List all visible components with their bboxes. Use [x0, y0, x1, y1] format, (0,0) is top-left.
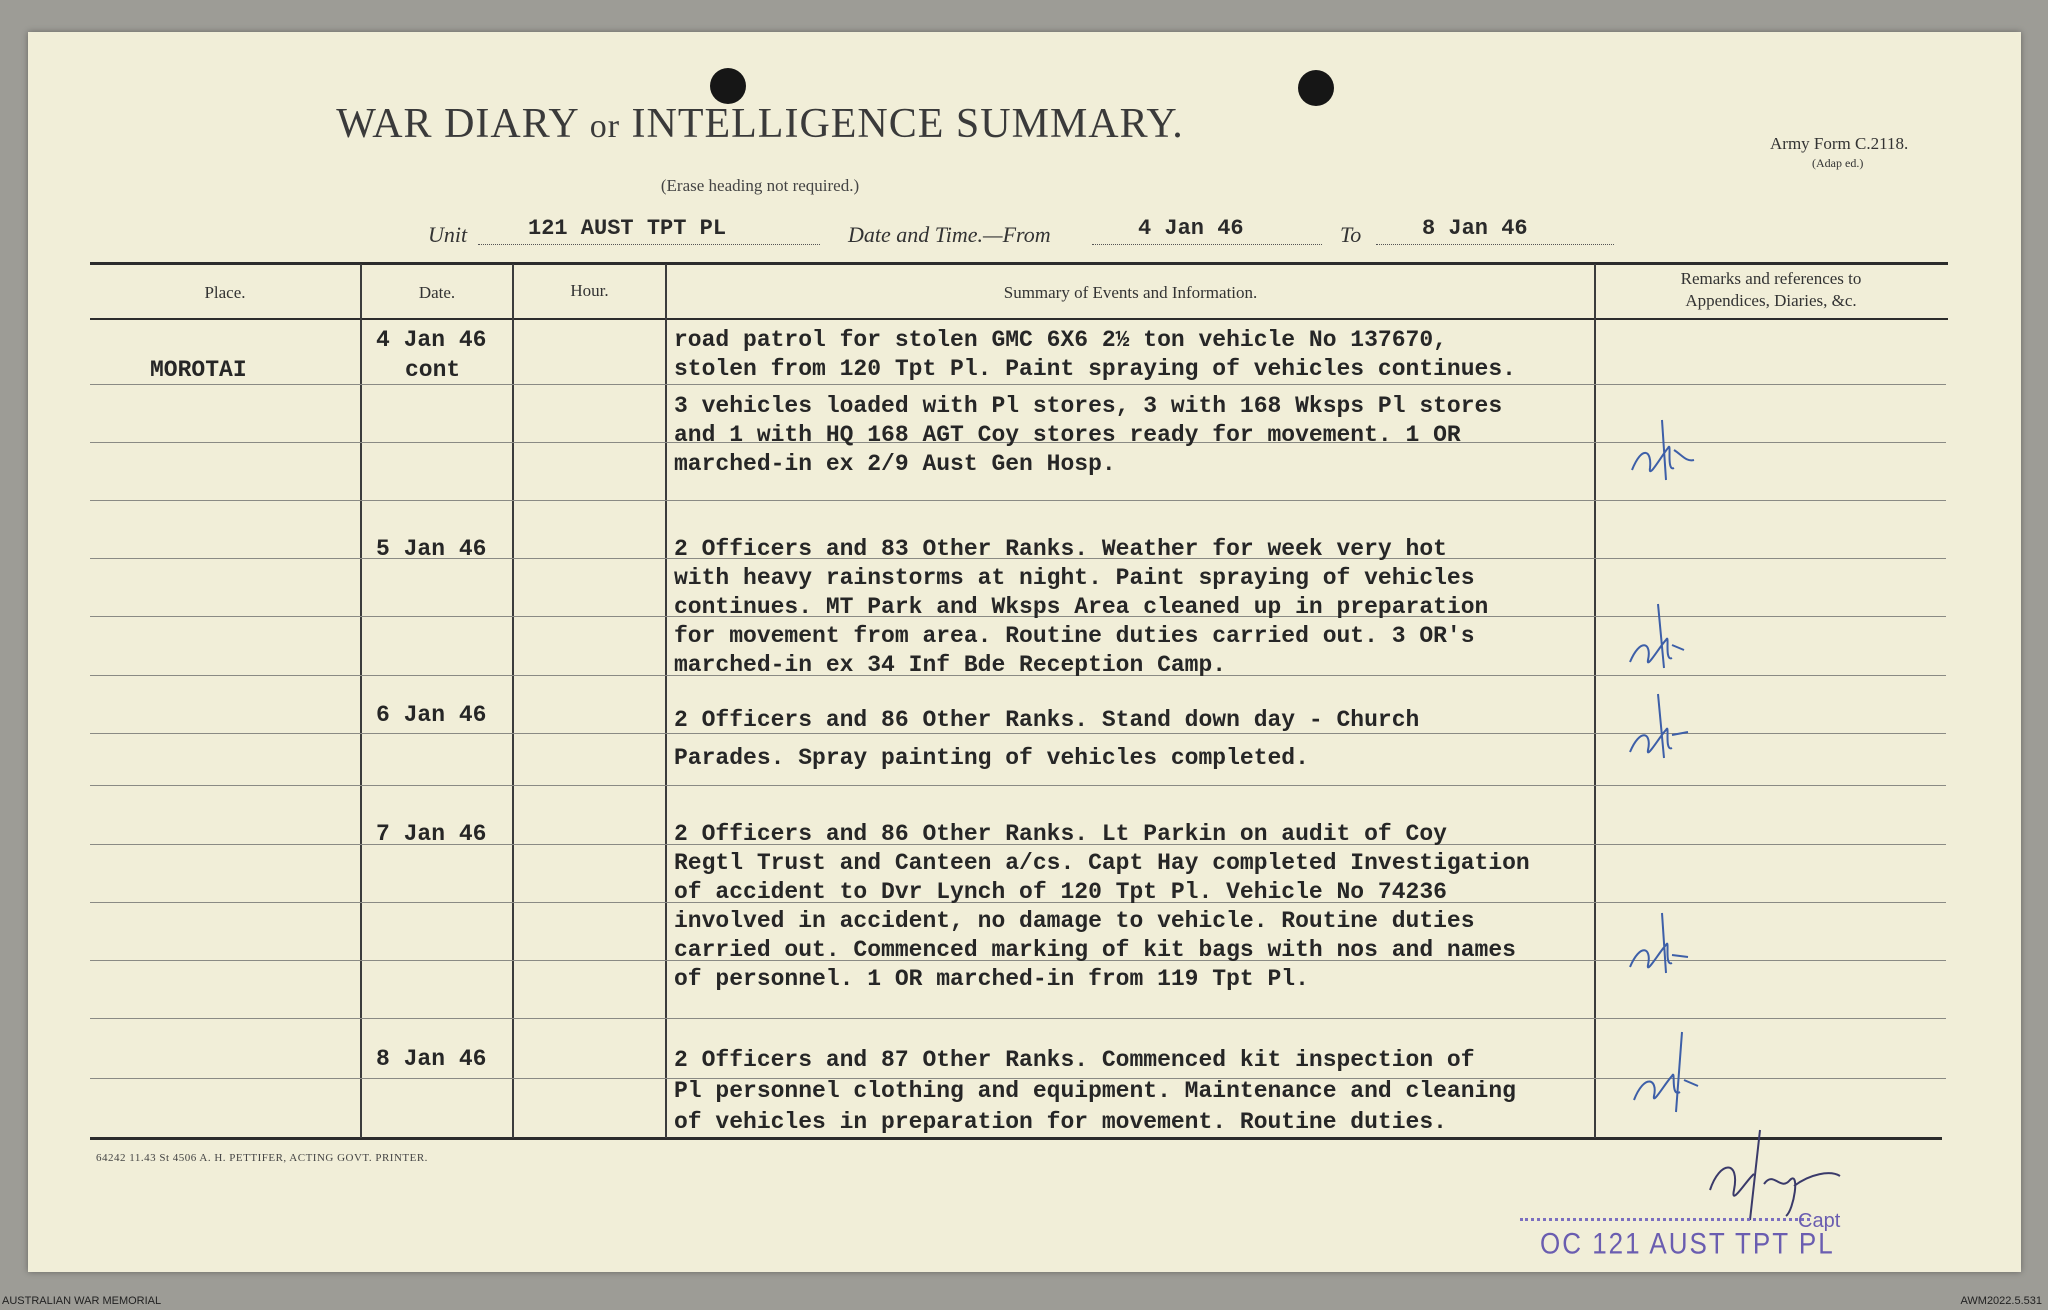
- entry-line: Pl personnel clothing and equipment. Maintenance and cleaning: [674, 1078, 1516, 1104]
- table-header-rule: [90, 318, 1948, 320]
- entry-summary: [674, 820, 1604, 994]
- stamp-rank: Capt: [1798, 1210, 1841, 1232]
- entry-summary: [674, 1045, 1604, 1138]
- entry-date: 4 Jan 46: [376, 327, 487, 353]
- table-top-border: [90, 262, 1948, 265]
- entry-line: 2 Officers and 83 Other Ranks. Weather for week very hot: [674, 536, 1447, 562]
- remarks-header-line1: Remarks and references to: [1680, 269, 1862, 288]
- entry-date: 6 Jan 46: [376, 702, 487, 728]
- entry-line: for movement from area. Routine duties carried out. 3 OR's: [674, 623, 1475, 649]
- entry-summary: [674, 326, 1604, 384]
- entry-line: road patrol for stolen GMC 6X6 2½ ton vehicle No 137670,: [674, 327, 1447, 353]
- title-or: or: [589, 108, 621, 145]
- entry-line: 3 vehicles loaded with Pl stores, 3 with 168 Wksps Pl stores: [674, 393, 1503, 419]
- column-header-place: Place.: [204, 283, 246, 302]
- initials-signature: [1622, 600, 1702, 680]
- ruled-line: [90, 500, 1946, 501]
- archive-reference: AWM2022.5.531: [1960, 1295, 2042, 1307]
- form-title: [0, 100, 1520, 148]
- initials-signature: [1626, 1030, 1716, 1120]
- entry-line: 2 Officers and 86 Other Ranks. Stand down day - Church: [674, 707, 1420, 733]
- entry-line: involved in accident, no damage to vehicle. Routine duties: [674, 908, 1475, 934]
- entry-line: of accident to Dvr Lynch of 120 Tpt Pl. Vehicle No 74236: [674, 879, 1447, 905]
- entry-line: of personnel. 1 OR marched-in from 119 Tpt Pl.: [674, 966, 1309, 992]
- entry-line: carried out. Commenced marking of kit bags with nos and names: [674, 937, 1516, 963]
- archive-name: AUSTRALIAN WAR MEMORIAL: [2, 1295, 162, 1307]
- ruled-line: [90, 384, 1946, 385]
- to-label: To: [1340, 222, 1362, 247]
- column-divider-place: [360, 264, 362, 1138]
- entry-summary: [674, 392, 1604, 479]
- title-war-diary: WAR DIARY: [336, 101, 590, 147]
- initials-signature: [1622, 690, 1702, 770]
- initials-signature: [1622, 905, 1702, 985]
- unit-label: Unit: [428, 222, 468, 247]
- stamp-signature-line: [1520, 1218, 1810, 1221]
- entry-summary: [674, 535, 1604, 680]
- initials-signature: [1622, 410, 1702, 490]
- entry-line: marched-in ex 34 Inf Bde Reception Camp.: [674, 652, 1227, 678]
- entry-line: 2 Officers and 86 Other Ranks. Lt Parkin on audit of Coy: [674, 821, 1447, 847]
- ruled-line: [90, 785, 1946, 786]
- printer-imprint: 64242 11.43 St 4506 A. H. PETTIFER, ACTING GOVT. PRINTER.: [96, 1152, 428, 1164]
- column-divider-hour: [665, 264, 667, 1138]
- entry-line: continues. MT Park and Wksps Area cleaned up in preparation: [674, 594, 1489, 620]
- entry-line: Parades. Spray painting of vehicles completed.: [674, 745, 1309, 771]
- entry-summary: [674, 701, 1604, 777]
- entry-line: with heavy rainstorms at night. Paint spraying of vehicles: [674, 565, 1475, 591]
- oc-stamp: OC 121 AUST TPT PL: [1540, 1225, 1835, 1261]
- column-divider-date: [512, 264, 514, 1138]
- army-form-adapted: (Adap ed.): [1812, 156, 1864, 170]
- column-header-summary: Summary of Events and Information.: [1003, 283, 1258, 302]
- entry-date: 7 Jan 46: [376, 821, 487, 847]
- unit-line: [478, 244, 820, 245]
- to-line: [1376, 244, 1614, 245]
- entry-line: marched-in ex 2/9 Aust Gen Hosp.: [674, 451, 1116, 477]
- from-value: 4 Jan 46: [1138, 216, 1244, 241]
- column-header-remarks: [1596, 268, 1946, 312]
- form-subtitle: (Erase heading not required.): [660, 176, 860, 195]
- entry-line: and 1 with HQ 168 AGT Coy stores ready for movement. 1 OR: [674, 422, 1461, 448]
- from-line: [1092, 244, 1322, 245]
- column-header-date: Date.: [418, 283, 456, 302]
- entry-date: 5 Jan 46: [376, 536, 487, 562]
- unit-value: 121 AUST TPT PL: [528, 216, 727, 241]
- place-value: MOROTAI: [150, 357, 247, 383]
- remarks-header-line2: Appendices, Diaries, &c.: [1685, 291, 1857, 310]
- title-intelligence-summary: INTELLIGENCE SUMMARY.: [620, 101, 1184, 147]
- to-value: 8 Jan 46: [1422, 216, 1528, 241]
- entry-line: 2 Officers and 87 Other Ranks. Commenced kit inspection of: [674, 1047, 1475, 1073]
- entry-line: Regtl Trust and Canteen a/cs. Capt Hay completed Investigation: [674, 850, 1530, 876]
- column-header-hour: Hour.: [570, 281, 609, 300]
- ruled-line: [90, 1018, 1946, 1019]
- archive-strip: [0, 1294, 2048, 1310]
- entry-date-cont: cont: [405, 357, 461, 383]
- army-form-number: Army Form C.2118.: [1770, 134, 1909, 153]
- from-label: Date and Time.—From: [848, 222, 1051, 247]
- punch-hole-left: [710, 68, 746, 104]
- entry-line: of vehicles in preparation for movement. Routine duties.: [674, 1109, 1447, 1135]
- entry-date: 8 Jan 46: [376, 1046, 487, 1072]
- entry-line: stolen from 120 Tpt Pl. Paint spraying of vehicles continues.: [674, 356, 1516, 382]
